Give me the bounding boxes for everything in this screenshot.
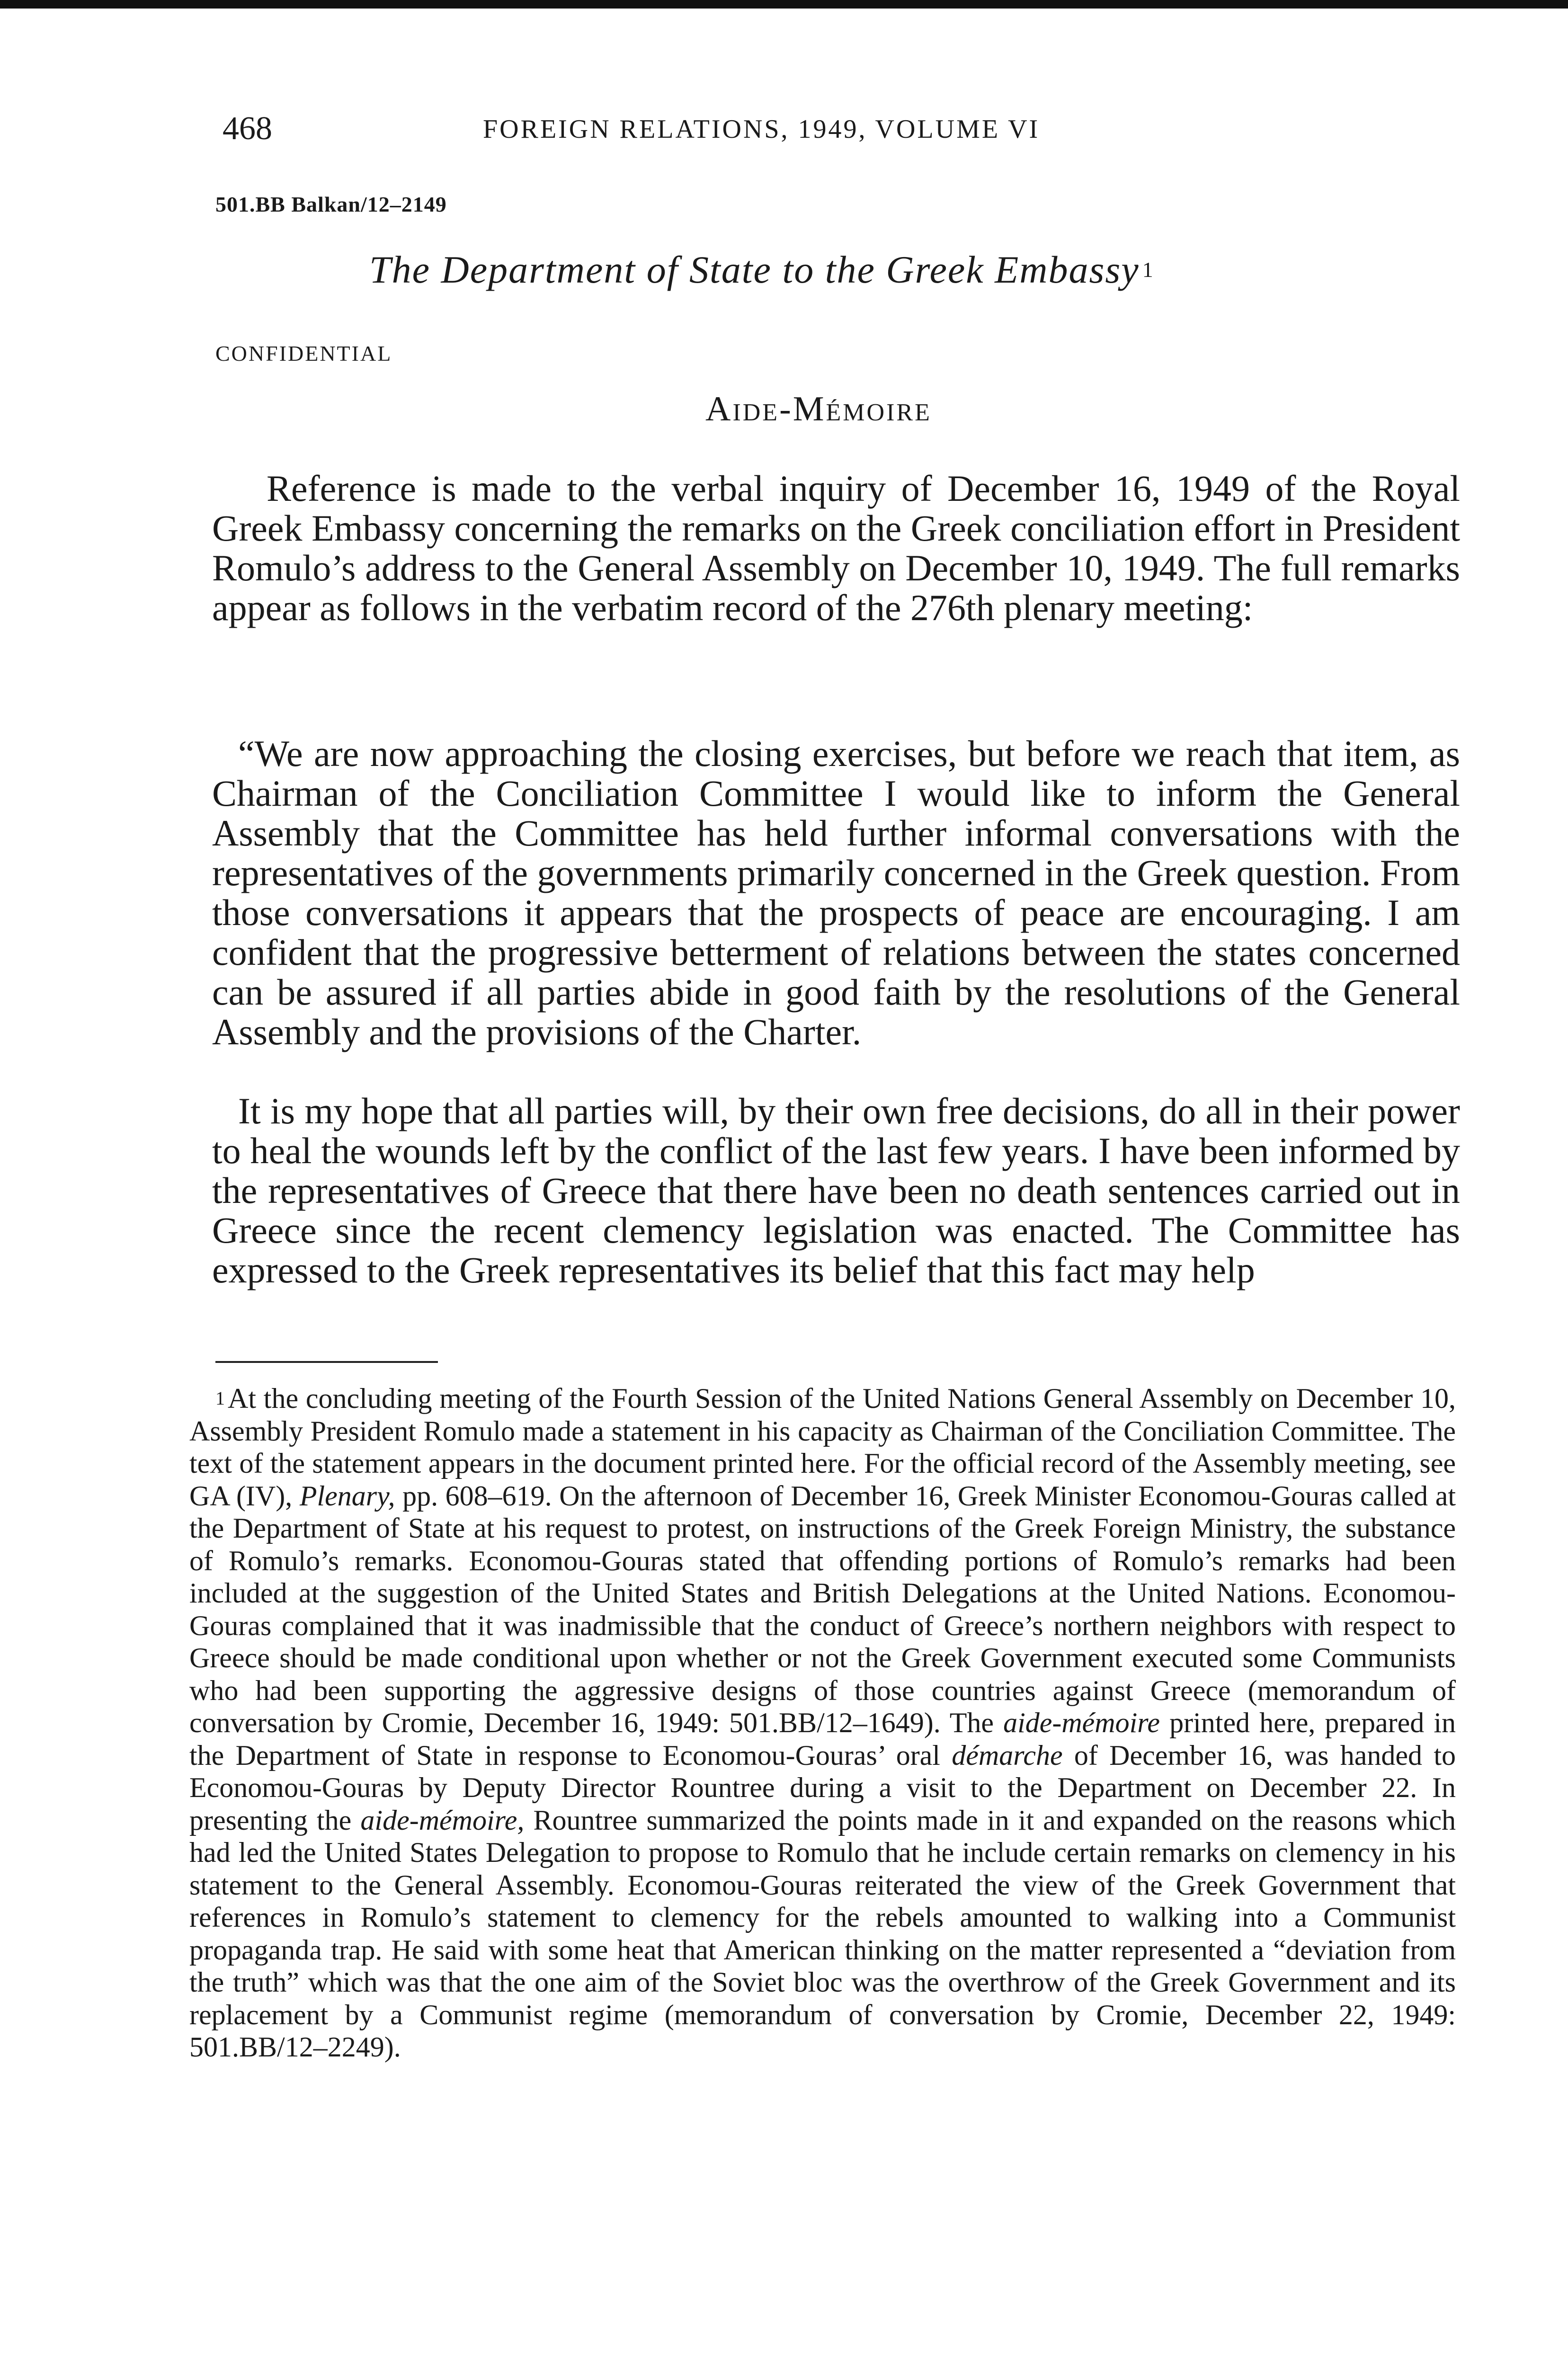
document-title-text: The Department of State to the Greek Embassy <box>369 248 1140 291</box>
page-number: 468 <box>223 110 272 147</box>
footnote-text-part-4: of December 16, was handed to Economou-Gouras by Deputy Director Rountree during a visit to the Department on December 22. In presenting the <box>189 1739 1456 1836</box>
footnote-text-part-2: pp. 608–619. On the afternoon of December 16, Greek Minister Economou-Gouras called at the Department of State at his request to protest, on instructions of the Greek Foreign Ministry, the substance of Romulo’s remarks. Economou-Gouras stated that offending portions of Romulo’s remarks had been included at the suggestion of the United States and British Delegations at the United Nations. Economou-Gouras complained that it was inadmissible that the conduct of Greece’s northern neighbors with respect to Greece should be made conditional upon whether or not the Greek Government executed some Communists who had been supporting the aggressive designs of those countries against Greece (memorandum of conversation by Cromie, December 16, 1949: 501.BB/12–1649). The <box>189 1480 1456 1738</box>
running-head: FOREIGN RELATIONS, 1949, VOLUME VI <box>483 115 1040 144</box>
footnote-text-part-1: At the concluding meeting of the Fourth Session of the United Nations General Assembly on December 10, Assembly President Romulo made a statement in his capacity as Chairman of the Conciliation Committee. The text of the statement appears in the document printed here. For the official record of the Assembly meeting, see GA (IV), <box>189 1383 1456 1512</box>
top-border-rule <box>0 0 1568 9</box>
footnote-text-part-5: Rountree summarized the points made in it and expanded on the reasons which had led the United States Delegation to propose to Romulo that he include certain remarks on clemency in his statement to the General Assembly. Economou-Gouras reiterated the view of the Greek Government that references in Romulo’s statement to clemency for the rebels amounted to walking into a Communist propaganda trap. He said with some heat that American thinking on the matter represented a “deviation from the truth” which was that the one aim of the Soviet bloc was the overthrow of the Greek Government and its replacement by a Communist regime (memorandum of conversation by Cromie, December 22, 1949: 501.BB/12–2249). <box>189 1804 1456 2063</box>
quote-paragraph-1: “We are now approaching the closing exercises, but before we reach that item, as Chairman of the Conciliation Committee I would like to inform the General Assembly that the Committee has held further informal conversations with the representatives of the governments primarily concerned in the Greek question. From those conversations it appears that the prospects of peace are encouraging. I am confident that the progressive betterment of relations between the states concerned can be assured if all parties abide in good faith by the resolutions of the General Assembly and the provisions of the Charter. <box>212 733 1461 1052</box>
footnote-text-part-3: printed here, prepared in the Department of State in response to Economou-Gouras’ oral <box>189 1707 1456 1771</box>
file-reference: 501.BB Balkan/12–2149 <box>215 192 447 216</box>
footnote-demarche: démarche <box>952 1739 1063 1771</box>
footnote-plenary: Plenary, <box>299 1480 395 1512</box>
footnote-aide-memoire-1: aide-mémoire <box>1003 1707 1160 1738</box>
classification-label: CONFIDENTIAL <box>215 341 392 365</box>
quote-paragraph-2: It is my hope that all parties will, by their own free decisions, do all in their power to heal the wounds left by the conflict of the last few years. I have been informed by the representatives of Greece that there have been no death sentences carried out in Greece since the recent clemency legislation was enacted. The Committee has expressed to the Greek representatives its belief that this fact may help <box>212 1090 1460 1290</box>
footnote-separator <box>215 1361 438 1363</box>
document-title <box>369 246 1154 294</box>
footnote-1 <box>189 1382 1456 2064</box>
footnote-marker: 1 <box>215 1388 225 1409</box>
intro-paragraph: Reference is made to the verbal inquiry of December 16, 1949 of the Royal Greek Embassy concerning the remarks on the Greek conciliation effort in President Romulo’s address to the General Assembly on December 10, 1949. The full remarks appear as follows in the verbatim record of the 276th plenary meeting: <box>212 468 1460 628</box>
page-header <box>223 110 1453 148</box>
footnote-aide-memoire-2: aide-mémoire, <box>360 1804 525 1836</box>
aide-memoire-heading: Aide-Mémoire <box>705 390 932 428</box>
title-footnote-marker: 1 <box>1142 258 1154 282</box>
